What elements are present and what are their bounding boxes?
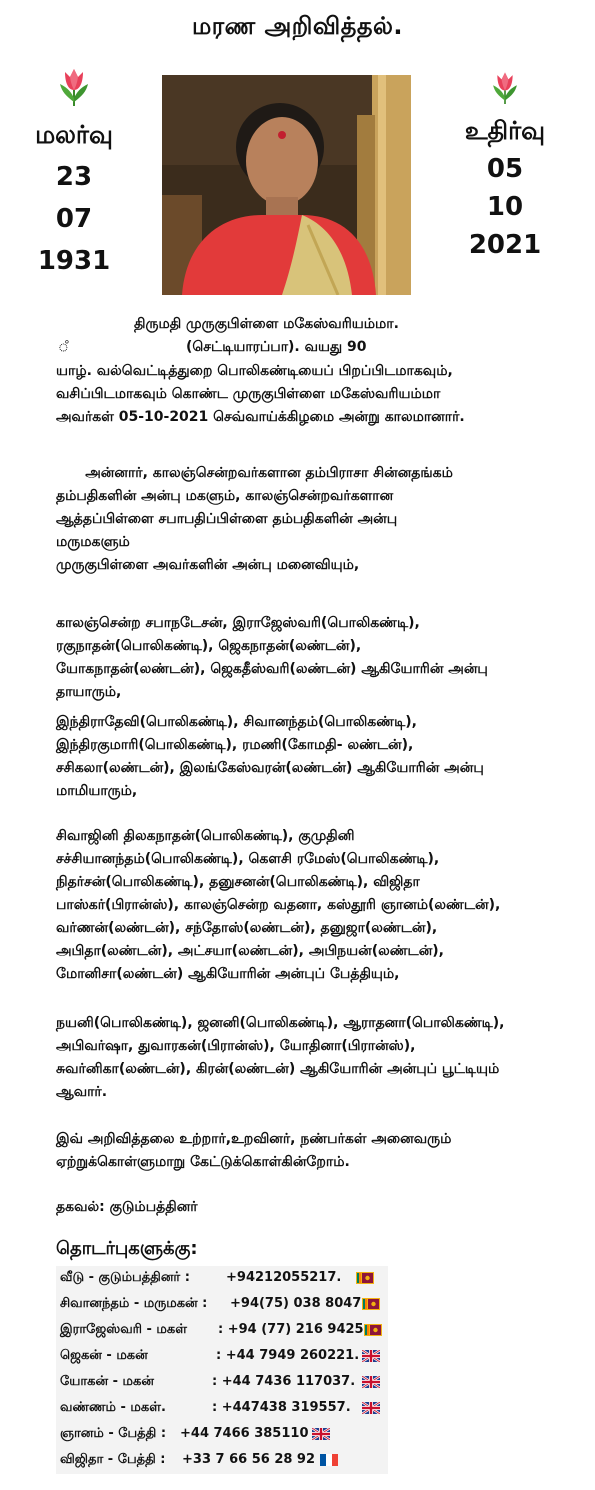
paragraph-line: அபிவர்ஷா, துவாரகன்(பிரான்ஸ்), யோதினா(பிரான்ஸ்), — [56, 1038, 416, 1054]
contact-name: வண்ணம் - மகள். — [60, 1400, 166, 1415]
death-date-block — [462, 70, 548, 264]
contact-row — [56, 1318, 388, 1344]
deceased-alias-age: (செட்டியாரப்பா). வயது 90 — [186, 339, 367, 355]
intro-line: வசிப்பிடமாகவும் கொண்ட முருகுபிள்ளை மகேஸ்வரியம்மா — [56, 386, 441, 402]
contact-name: யோகன் - மகன் — [60, 1374, 154, 1389]
paragraph-line: அபிதா(லண்டன்), அட்சயா(லண்டன்), அபிநயன்(லண்டன்), — [56, 943, 444, 959]
contact-phone[interactable]: : +44 7436 117037. — [212, 1374, 356, 1389]
paragraph-line: இவ் அறிவித்தலை உற்றார்,உறவினர், நண்பர்கள் அனைவரும் — [56, 1131, 452, 1147]
contact-phone[interactable]: +94(75) 038 8047 — [230, 1296, 362, 1311]
contact-phone[interactable]: +33 7 66 56 28 92 — [182, 1452, 316, 1467]
paragraph-line: அன்னார், காலஞ்சென்றவர்களான தம்பிராசா சின்னதங்கம் — [56, 465, 453, 481]
france-flag-icon — [320, 1454, 338, 1470]
birth-label: மலர்வு — [35, 120, 113, 149]
birth-day: 23 — [55, 162, 93, 192]
tulip-icon — [462, 70, 548, 108]
paragraph-line: தம்பதிகளின் அன்பு மகளும், காலஞ்சென்றவர்களான — [56, 488, 394, 504]
page-title: மரண அறிவித்தல். — [191, 12, 404, 40]
paragraph-line: சசிகலா(லண்டன்), இலங்கேஸ்வரன்(லண்டன்) ஆகியோரின் அன்பு — [56, 760, 484, 776]
intro-mark: ஂ — [58, 339, 69, 355]
tulip-icon — [28, 66, 120, 110]
info-source — [56, 1196, 556, 1219]
deceased-name: திருமதி முருகுபிள்ளை மகேஸ்வரியம்மா. — [134, 316, 399, 332]
paragraph-line: சச்சியானந்தம்(பொலிகண்டி), கௌசி ரமேஸ்(பொலிகண்டி), — [56, 851, 440, 867]
contact-phone[interactable]: : +94 (77) 216 9425 — [218, 1322, 364, 1337]
paragraph-line: மாமியாரும், — [56, 783, 138, 799]
children-paragraph — [56, 612, 556, 704]
great-grandchildren-paragraph — [56, 1012, 556, 1104]
uk-flag-icon — [362, 1350, 380, 1366]
contact-phone[interactable]: +44 7466 385110 — [180, 1426, 309, 1441]
paragraph-line: சுவர்னிகா(லண்டன்), கிரன்(லண்டன்) ஆகியோரின் அன்புப் பூட்டியும் — [56, 1061, 500, 1077]
contact-row — [56, 1266, 388, 1292]
contact-name: வீடு - குடும்பத்தினர் : — [60, 1270, 190, 1285]
death-year: 2021 — [468, 230, 542, 260]
paragraph-line: யோகநாதன்(லண்டன்), ஜெகதீஸ்வரி(லண்டன்) ஆகியோரின் அன்பு — [56, 661, 488, 677]
sri-lanka-flag-icon — [362, 1298, 380, 1314]
contact-name: இராஜேஸ்வரி - மகள் — [60, 1322, 187, 1337]
paragraph-line: பாஸ்கர்(பிரான்ஸ்), காலஞ்சென்ற வதனா, கஸ்தூரி ஞானம்(லண்டன்), — [56, 897, 501, 913]
paragraph-line: காலஞ்சென்ற சபாநடேசன், இராஜேஸ்வரி(பொலிகண்டி), — [56, 615, 420, 631]
paragraph-line: சிவாஜினி திலகநாதன்(பொலிகண்டி), குமுதினி — [56, 828, 355, 844]
contact-name: ஜெகன் - மகன் — [60, 1348, 148, 1363]
family-parents-paragraph — [56, 462, 556, 577]
birth-month: 07 — [55, 204, 93, 234]
intro-line: அவர்கள் 05-10-2021 செவ்வாய்க்கிழமை அன்று காலமானார். — [56, 409, 465, 425]
paragraph-line: தாயாரும், — [56, 684, 122, 700]
contact-phone[interactable]: +94212055217. — [226, 1270, 342, 1285]
paragraph-line: மோனிசா(லண்டன்) ஆகியோரின் அன்புப் பேத்தியும், — [56, 966, 400, 982]
uk-flag-icon — [362, 1376, 380, 1392]
contact-phone[interactable]: : +44 7949 260221. — [216, 1348, 360, 1363]
paragraph-line: ஏற்றுக்கொள்ளுமாறு கேட்டுக்கொள்கின்றோம். — [56, 1154, 350, 1170]
contact-name: விஜிதா - பேத்தி : — [60, 1452, 166, 1467]
contact-name: சிவானந்தம் - மருமகன் : — [60, 1296, 208, 1311]
death-day: 05 — [486, 154, 524, 184]
uk-flag-icon — [362, 1402, 380, 1418]
paragraph-line: இந்திராதேவி(பொலிகண்டி), சிவானந்தம்(பொலிகண்டி), — [56, 714, 417, 730]
contact-row — [56, 1396, 388, 1422]
intro-line: யாழ். வல்வெட்டித்துறை பொலிகண்டியைப் பிறப்பிடமாகவும், — [56, 363, 453, 379]
grandchildren-paragraph — [56, 825, 556, 986]
death-label: உதிர்வு — [464, 116, 546, 145]
contacts-list — [56, 1266, 388, 1474]
contact-phone[interactable]: : +447438 319557. — [212, 1400, 351, 1415]
sri-lanka-flag-icon — [364, 1324, 382, 1340]
uk-flag-icon — [312, 1428, 330, 1444]
paragraph-line: மருமகளும் — [56, 534, 130, 550]
paragraph-line: ஆவார். — [56, 1084, 108, 1100]
birth-date-block — [28, 66, 120, 282]
death-month: 10 — [486, 192, 524, 222]
intro-paragraph — [56, 360, 556, 429]
contact-row — [56, 1448, 388, 1474]
contact-row — [56, 1422, 388, 1448]
paragraph-line: ஆத்தப்பிள்ளை சபாபதிப்பிள்ளை தம்பதிகளின் அன்பு — [56, 511, 398, 527]
contact-name: ஞானம் - பேத்தி : — [60, 1426, 167, 1441]
contact-row — [56, 1292, 388, 1318]
paragraph-line: முருகுபிள்ளை அவர்களின் அன்பு மனைவியும், — [56, 557, 360, 573]
birth-year: 1931 — [37, 246, 111, 276]
paragraph-line: நிதர்சன்(பொலிகண்டி), தனுசனன்(பொலிகண்டி), விஜிதா — [56, 874, 420, 890]
paragraph-line: இந்திரகுமாரி(பொலிகண்டி), ரமணி(கோமதி- லண்டன்), — [56, 737, 414, 753]
paragraph-line: ரகுநாதன்(பொலிகண்டி), ஜெகநாதன்(லண்டன்), — [56, 638, 362, 654]
paragraph-line: வர்ணன்(லண்டன்), சந்தோஸ்(லண்டன்), தனுஜா(லண்டன்), — [56, 920, 438, 936]
contact-row — [56, 1370, 388, 1396]
paragraph-line: நயனி(பொலிகண்டி), ஜனனி(பொலிகண்டி), ஆராதனா(பொலிகண்டி), — [56, 1015, 505, 1031]
contact-row — [56, 1344, 388, 1370]
sri-lanka-flag-icon — [356, 1272, 374, 1288]
paragraph-line: தகவல்: குடும்பத்தினர் — [56, 1199, 198, 1215]
contacts-title: தொடர்புகளுக்கு: — [56, 1238, 198, 1259]
portrait-photo — [162, 75, 411, 295]
in-laws-paragraph — [56, 711, 556, 803]
request-paragraph — [56, 1128, 556, 1174]
